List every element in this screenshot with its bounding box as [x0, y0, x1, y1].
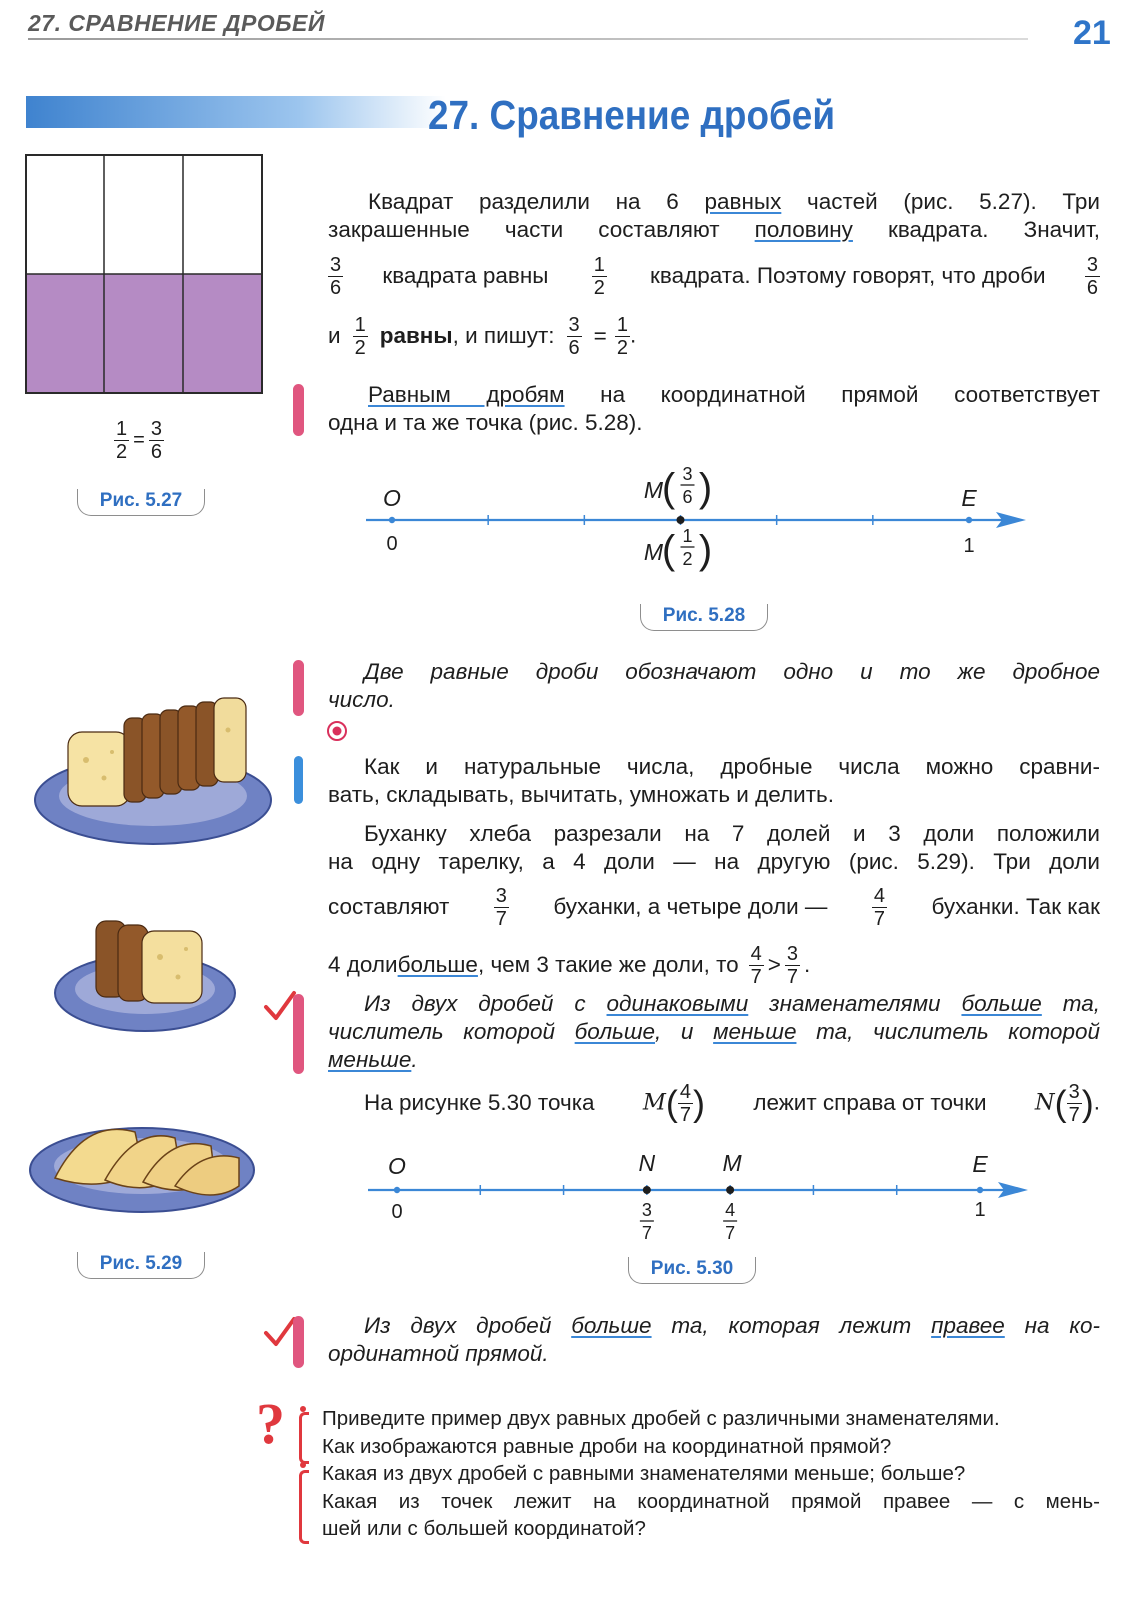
unit-point — [977, 1187, 983, 1193]
question-dot — [300, 1406, 306, 1412]
paren-open: ( — [661, 528, 676, 572]
fraction-square-figure — [25, 154, 263, 394]
point-n — [643, 1186, 651, 1194]
fraction-m-numerator: 4 — [725, 1200, 736, 1220]
rule-marker — [293, 1316, 304, 1368]
paragraph-square: Квадрат разделили на 6 равных частей (рис. 5.27). Три закрашенные части составляют половину квадрата. Значит, 3 6 квадрата равны 1 2 квадрата. Поэтому говорят, что дроби 3 6 и 1 2 равны, и пишут: $\frac{3}{6}$ = $\frac{1}{2}$ . — [328, 189, 1100, 359]
check-mark-icon — [263, 1316, 297, 1350]
question-bracket — [299, 1470, 309, 1544]
question-item: шей или с большей координатой? — [322, 1517, 646, 1540]
label-origin: O — [388, 1153, 406, 1179]
rule-marker — [293, 384, 304, 436]
info-marker — [294, 756, 303, 804]
rule-equal-fractions: Две равные дроби обозначают одно и то же дробное число. — [328, 659, 1100, 712]
label-unit: E — [972, 1151, 988, 1177]
rule-marker — [293, 994, 304, 1074]
running-header: 27. СРАВНЕНИЕ ДРОБЕЙ — [28, 10, 325, 36]
fig528-caption: Рис. 5.28 — [640, 604, 768, 631]
review-questions — [322, 1405, 1100, 1543]
label-unit: E — [961, 485, 977, 511]
label-origin: O — [383, 485, 401, 511]
point-m — [726, 1186, 734, 1194]
point-m — [677, 516, 685, 524]
fig527-caption: Рис. 5.27 — [77, 489, 205, 516]
rule-same-denominators: Из двух дробей с одинаковыми знаменателями больше та, числитель которой больше, и меньше та, числитель которой меньше. — [328, 991, 1100, 1072]
tick-label: 1 — [974, 1199, 986, 1221]
origin-point — [389, 517, 395, 523]
bread-seven-slices-image — [28, 690, 278, 850]
question-item: Какая из двух дробей с равными знаменателями меньше; больше? — [322, 1462, 966, 1485]
check-mark-icon — [263, 990, 297, 1024]
fraction-m-denominator: 7 — [725, 1223, 736, 1243]
question-item: Какая из точек лежит на координатной прямой правее — с мень- — [322, 1489, 1100, 1513]
rule-marker — [293, 660, 304, 716]
number-line-fig530 — [362, 1140, 1042, 1250]
number-line-fig528 — [360, 466, 1040, 586]
label-point-m: M — [722, 1150, 742, 1176]
title-accent-bar — [26, 96, 446, 128]
fraction-n-denominator: 7 — [641, 1223, 652, 1243]
fig530-caption: Рис. 5.30 — [628, 1257, 756, 1284]
target-icon — [326, 720, 348, 742]
paragraph-operations: Как и натуральные числа, дробные числа можно сравни- вать, складывать, вычитать, умножать и делить. — [328, 754, 1100, 807]
paren-close: ) — [698, 528, 713, 572]
fraction-m-bottom-denominator: 2 — [682, 549, 693, 569]
question-mark-icon: ? — [256, 1391, 285, 1456]
paragraph-bread: Буханку хлеба разрезали на 7 долей и 3 доли положили на одну тарелку, а 4 доли — на другую (рис. 5.29). Три доли составляют 3 7 буханки, а четыре доли — 4 7 буханки. Так как 4 доли больше , чем 3 такие же доли, то 4 7 > 3 7 . — [328, 821, 1100, 988]
fraction-m-top-denominator: 6 — [682, 487, 693, 507]
unit-point — [966, 517, 972, 523]
fraction-m-top-numerator: 3 — [682, 466, 693, 484]
header-rule — [28, 38, 1028, 40]
question-dot — [300, 1462, 306, 1468]
paragraph-equal-points: Равным дробям на координатной прямой соответствует одна и та же точка (рис. 5.28). — [328, 382, 1101, 435]
fraction-n-numerator: 3 — [641, 1200, 652, 1220]
page-number: 21 — [1073, 14, 1111, 52]
origin-point — [394, 1187, 400, 1193]
rule-right-is-greater: Из двух дробей больше та, которая лежит правее на ко- ординатной прямой. — [328, 1313, 1100, 1366]
fig529-caption: Рис. 5.29 — [77, 1252, 205, 1279]
label-point-m-top: M — [643, 477, 664, 503]
fig527-equation: $\frac{1}{2}$ = $\frac{3}{6}$ — [116, 418, 162, 463]
question-item: Приведите пример двух равных дробей с различными знаменателями. — [322, 1407, 1000, 1430]
page-title: 27. Сравнение дробей — [428, 92, 836, 138]
fraction: $\frac{1}{2}$ — [116, 418, 128, 463]
paragraph-m-right-of-n: На рисунке 5.30 точка M( $\frac{4}{7}$ ) лежит справа от точки N( $\frac{3}{7}$ ). — [364, 1080, 1100, 1126]
bread-four-slices-image — [25, 1108, 260, 1218]
tick-label: 0 — [391, 1201, 403, 1223]
fraction-m-bottom-numerator: 1 — [682, 526, 693, 546]
fraction: $\frac{3}{6}$ — [150, 418, 162, 463]
tick-label: 0 — [386, 533, 398, 555]
shaded-half — [27, 274, 261, 392]
question-item: Как изображаются равные дроби на координатной прямой? — [322, 1434, 892, 1458]
label-point-m-bottom: M — [643, 539, 664, 565]
paren-close: ) — [698, 466, 713, 510]
tick-label: 1 — [963, 535, 975, 557]
question-bracket — [299, 1412, 309, 1464]
bread-three-slices-image — [50, 905, 240, 1035]
paren-open: ( — [661, 466, 676, 510]
label-point-n: N — [638, 1150, 656, 1176]
